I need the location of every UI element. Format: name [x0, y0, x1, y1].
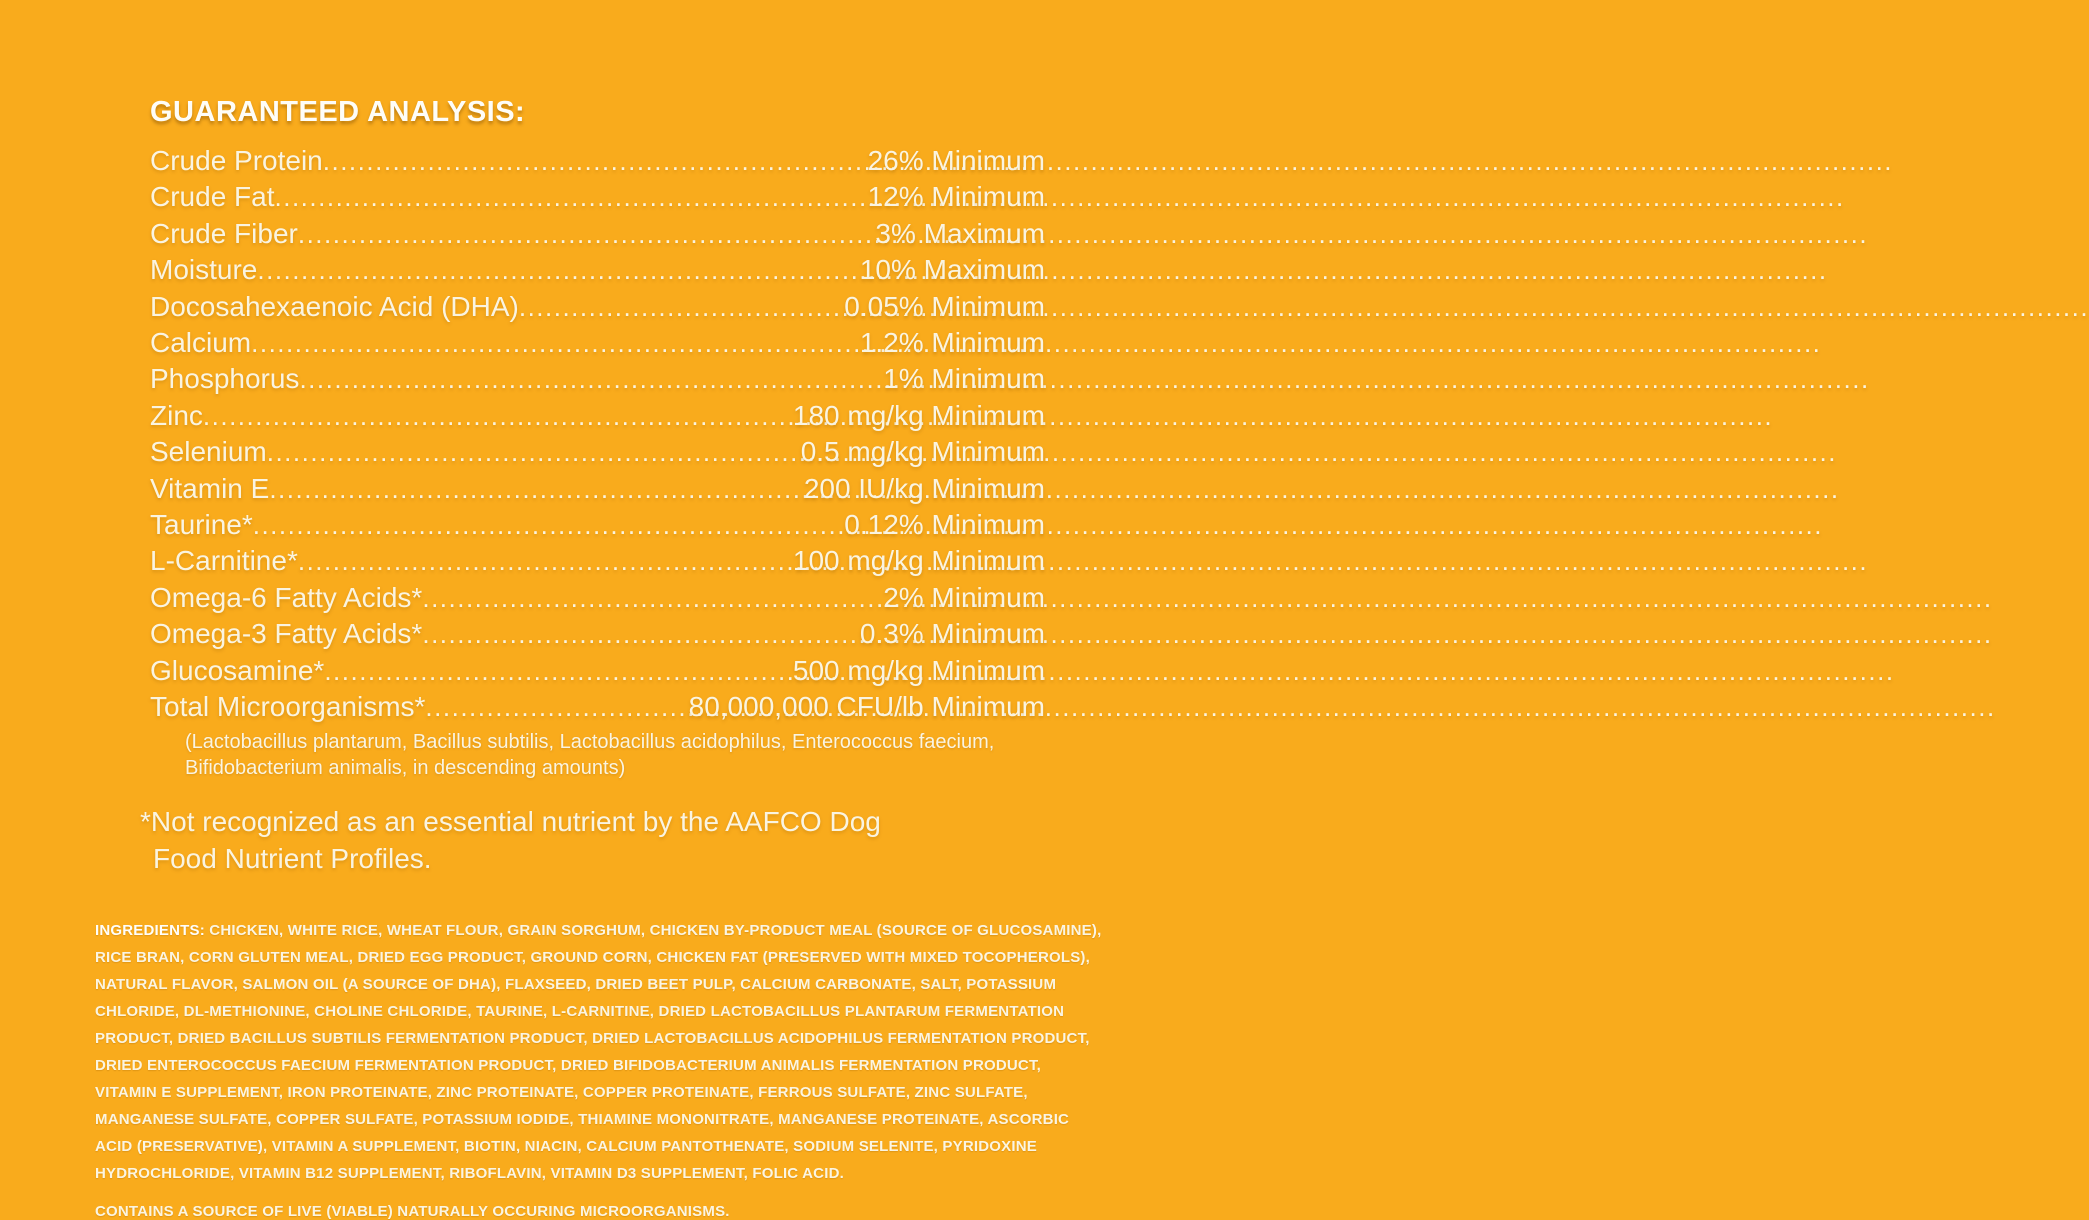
analysis-row-calcium [150, 325, 1045, 361]
analysis-label: Zinc [150, 399, 203, 431]
analysis-row-crude-fiber [150, 216, 1045, 252]
analysis-value: 12% Minimum [867, 181, 1045, 213]
dot-leader [253, 507, 845, 543]
analysis-label: Total Microorganisms* [150, 691, 426, 723]
analysis-row-vitamin-e [150, 471, 1045, 507]
analysis-row-crude-fat [150, 179, 1045, 215]
analysis-row-omega-3 [150, 616, 1045, 652]
analysis-value: 0.05% Minimum [836, 290, 1045, 322]
analysis-row-dha [150, 289, 1045, 325]
dot-leader [267, 434, 801, 470]
analysis-row-taurine [150, 507, 1045, 543]
analysis-row-phosphorus [150, 361, 1045, 397]
analysis-row-omega-6 [150, 580, 1045, 616]
analysis-label: Omega-6 Fatty Acids* [150, 581, 423, 613]
analysis-value: 0.3% Minimum [859, 618, 1045, 650]
dot-leader [425, 689, 688, 725]
analysis-value: 3% Maximum [875, 217, 1045, 249]
dot-leader [422, 616, 859, 652]
analysis-label: L-Carnitine* [150, 545, 298, 577]
analysis-row-selenium [150, 434, 1045, 470]
analysis-row-l-carnitine [150, 543, 1045, 579]
aafco-footnote: *Not recognized as an essential nutrient by the AAFCO Dog Food Nutrient Profiles. [140, 805, 881, 874]
dot-leader [257, 252, 859, 288]
dot-leader [251, 325, 860, 361]
analysis-label: Docosahexaenoic Acid (DHA) [150, 290, 519, 322]
analysis-value: 500 mg/kg Minimum [785, 654, 1045, 686]
dot-leader [203, 398, 793, 434]
analysis-label: Taurine* [150, 509, 253, 541]
analysis-value: 180 mg/kg Minimum [792, 399, 1045, 431]
dot-leader [299, 361, 883, 397]
dot-leader [324, 653, 785, 689]
analysis-value: 1% Minimum [883, 363, 1045, 395]
analysis-value: 200 IU/kg Minimum [803, 472, 1045, 504]
analysis-row-glucosamine [150, 653, 1045, 689]
dot-leader [298, 216, 876, 252]
analysis-label: Vitamin E [150, 472, 270, 504]
analysis-row-crude-protein [150, 143, 1045, 179]
dot-leader [422, 580, 883, 616]
analysis-label: Selenium [150, 436, 267, 468]
analysis-value: 2% Minimum [883, 581, 1045, 613]
ingredients-text: CHICKEN, WHITE RICE, WHEAT FLOUR, GRAIN SORGHUM, CHICKEN BY-PRODUCT MEAL (SOURCE OF GLUCOSAMINE), RICE BRAN, CORN GLUTEN MEAL, DRIED EGG PRODUCT, GROUND CORN, CHICKEN FAT (PRESERVED WITH MIXED TOCOPHEROLS), NATURAL FLAVOR, SALMON OIL (A SOURCE OF DHA), FLAXSEED, DRIED BEET PULP, CALCIUM CARBONATE, SALT, POTASSIUM CHLORIDE, DL-METHIONINE, CHOLINE CHLORIDE, TAURINE, L-CARNITINE, DRIED LACTOBACILLUS PLANTARUM FERMENTATION PRODUCT, DRIED BACILLUS SUBTILIS FERMENTATION PRODUCT, DRIED LACTOBACILLUS ACIDOPHILUS FERMENTATION PRODUCT, DRIED ENTEROCOCCUS FAECIUM FERMENTATION PRODUCT, DRIED BIFIDOBACTERIUM ANIMALIS FERMENTATION PRODUCT, VITAMIN E SUPPLEMENT, IRON PROTEINATE, ZINC PROTEINATE, COPPER PROTEINATE, FERROUS SULFATE, ZINC SULFATE, MANGANESE SULFATE, COPPER SULFATE, POTASSIUM IODIDE, THIAMINE MONONITRATE, MANGANESE PROTEINATE, ASCORBIC ACID (PRESERVATIVE), VITAMIN A SUPPLEMENT, BIOTIN, NIACIN, CALCIUM PANTOTHENATE, SODIUM SELENITE, PYRIDOXINE HYDROCHLORIDE, VITAMIN B12 SUPPLEMENT, RIBOFLAVIN, VITAMIN D3 SUPPLEMENT, FOLIC ACID. [95, 921, 1102, 1182]
guaranteed-analysis-list [150, 143, 1045, 726]
analysis-value: 0.5 mg/kg Minimum [800, 436, 1045, 468]
analysis-value: 10% Maximum [859, 254, 1045, 286]
dot-leader [298, 543, 793, 579]
dot-leader [275, 179, 868, 215]
analysis-value: 1.2% Minimum [859, 327, 1045, 359]
dot-leader [323, 143, 868, 179]
dot-leader [519, 289, 837, 325]
dot-leader [269, 471, 803, 507]
analysis-label: Crude Fat [150, 181, 275, 213]
analysis-label: Calcium [150, 327, 252, 359]
analysis-label: Glucosamine* [150, 654, 325, 686]
analysis-row-moisture [150, 252, 1045, 288]
analysis-label: Moisture [150, 254, 258, 286]
microorganisms-detail-note: (Lactobacillus plantarum, Bacillus subtilis, Lactobacillus acidophilus, Enterococcus faecium, Bifidobacterium animalis, in descending amounts) [185, 730, 995, 779]
analysis-value: 80,000,000 CFU/lb Minimum [688, 691, 1045, 723]
ingredients-label: INGREDIENTS: [95, 921, 205, 939]
analysis-label: Omega-3 Fatty Acids* [150, 618, 423, 650]
analysis-label: Phosphorus [150, 363, 300, 395]
guaranteed-analysis-title: GUARANTEED ANALYSIS: [150, 96, 526, 128]
ingredients-paragraph [95, 917, 1107, 1187]
analysis-label: Crude Fiber [150, 217, 298, 249]
analysis-label: Crude Protein [150, 145, 323, 176]
analysis-value: 26% Minimum [867, 145, 1045, 176]
live-microorganisms-note: CONTAINS A SOURCE OF LIVE (VIABLE) NATURALLY OCCURING MICROORGANISMS. [95, 1202, 730, 1220]
analysis-value: 0.12% Minimum [844, 509, 1045, 541]
analysis-value: 100 mg/kg Minimum [792, 545, 1045, 577]
analysis-row-total-microorganisms [150, 689, 1045, 725]
analysis-row-zinc [150, 398, 1045, 434]
